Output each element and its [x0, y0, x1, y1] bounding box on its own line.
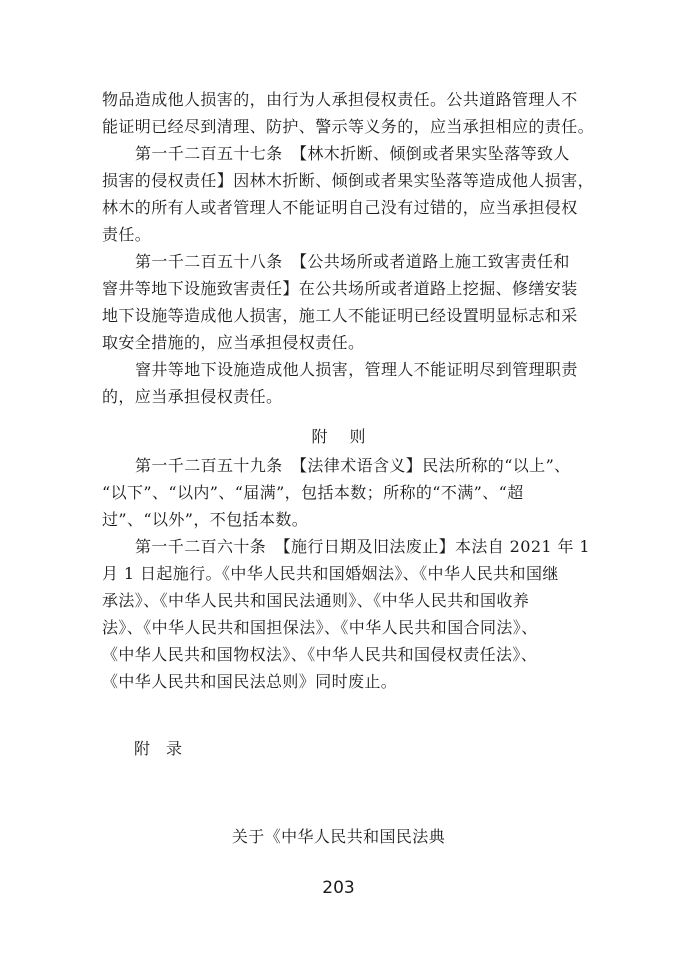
text-line: 能证明已经尽到清理、防护、警示等义务的，应当承担相应的责任。: [102, 117, 595, 136]
appendix-title: 关于《中华人民共和国民法典: [231, 827, 446, 846]
text-line: 法》、《中华人民共和国担保法》、《中华人民共和国合同法》、: [102, 618, 538, 637]
body-text-after: [102, 452, 590, 695]
text-line: 月 1 日起施行。《中华人民共和国婚姻法》、《中华人民共和国继: [102, 564, 559, 583]
text-line: 林木的所有人或者管理人不能证明自己没有过错的，应当承担侵权: [102, 198, 578, 217]
text-line: 窨井等地下设施致害责任】在公共场所或者道路上挖掘、修缮安装: [102, 279, 578, 298]
article-1259-line: 第一千二百五十九条 【法律术语含义】民法所称的“以上”、: [135, 456, 571, 475]
text-line: 地下设施等造成他人损害，施工人不能证明已经设置明显标志和采: [102, 306, 578, 325]
text-line: 承法》、《中华人民共和国民法通则》、《中华人民共和国收养: [102, 591, 530, 610]
article-1260-line: 第一千二百六十条 【施行日期及旧法废止】本法自 2021 年 1: [135, 537, 590, 556]
text-line: 的，应当承担侵权责任。: [102, 387, 283, 406]
appendix-label: 附录: [134, 739, 199, 758]
text-line: 取安全措施的，应当承担侵权责任。: [102, 333, 365, 352]
section-heading-fuze: 附则: [311, 427, 388, 446]
page-number: 203: [322, 878, 355, 898]
article-1258-line: 第一千二百五十八条 【公共场所或者道路上施工致害责任和: [135, 252, 570, 271]
text-line: “以下”、“以内”、“届满”，包括本数；所称的“不满”、“超: [102, 483, 524, 502]
text-line: 物品造成他人损害的，由行为人承担侵权责任。公共道路管理人不: [102, 90, 578, 109]
text-line: 《中华人民共和国物权法》、《中华人民共和国侵权责任法》、: [102, 645, 538, 664]
text-line: 过”、“以外”，不包括本数。: [102, 510, 309, 529]
text-line: 损害的侵权责任】因林木折断、倾倒或者果实坠落等造成他人损害，: [102, 171, 595, 190]
article-1257-line: 第一千二百五十七条 【林木折断、倾倒或者果实坠落等致人: [135, 144, 570, 163]
text-line: 责任。: [102, 225, 152, 244]
body-text: [102, 86, 595, 410]
text-line: 窨井等地下设施造成他人损害，管理人不能证明尽到管理职责: [135, 360, 578, 379]
text-line: 《中华人民共和国民法总则》同时废止。: [102, 672, 398, 691]
